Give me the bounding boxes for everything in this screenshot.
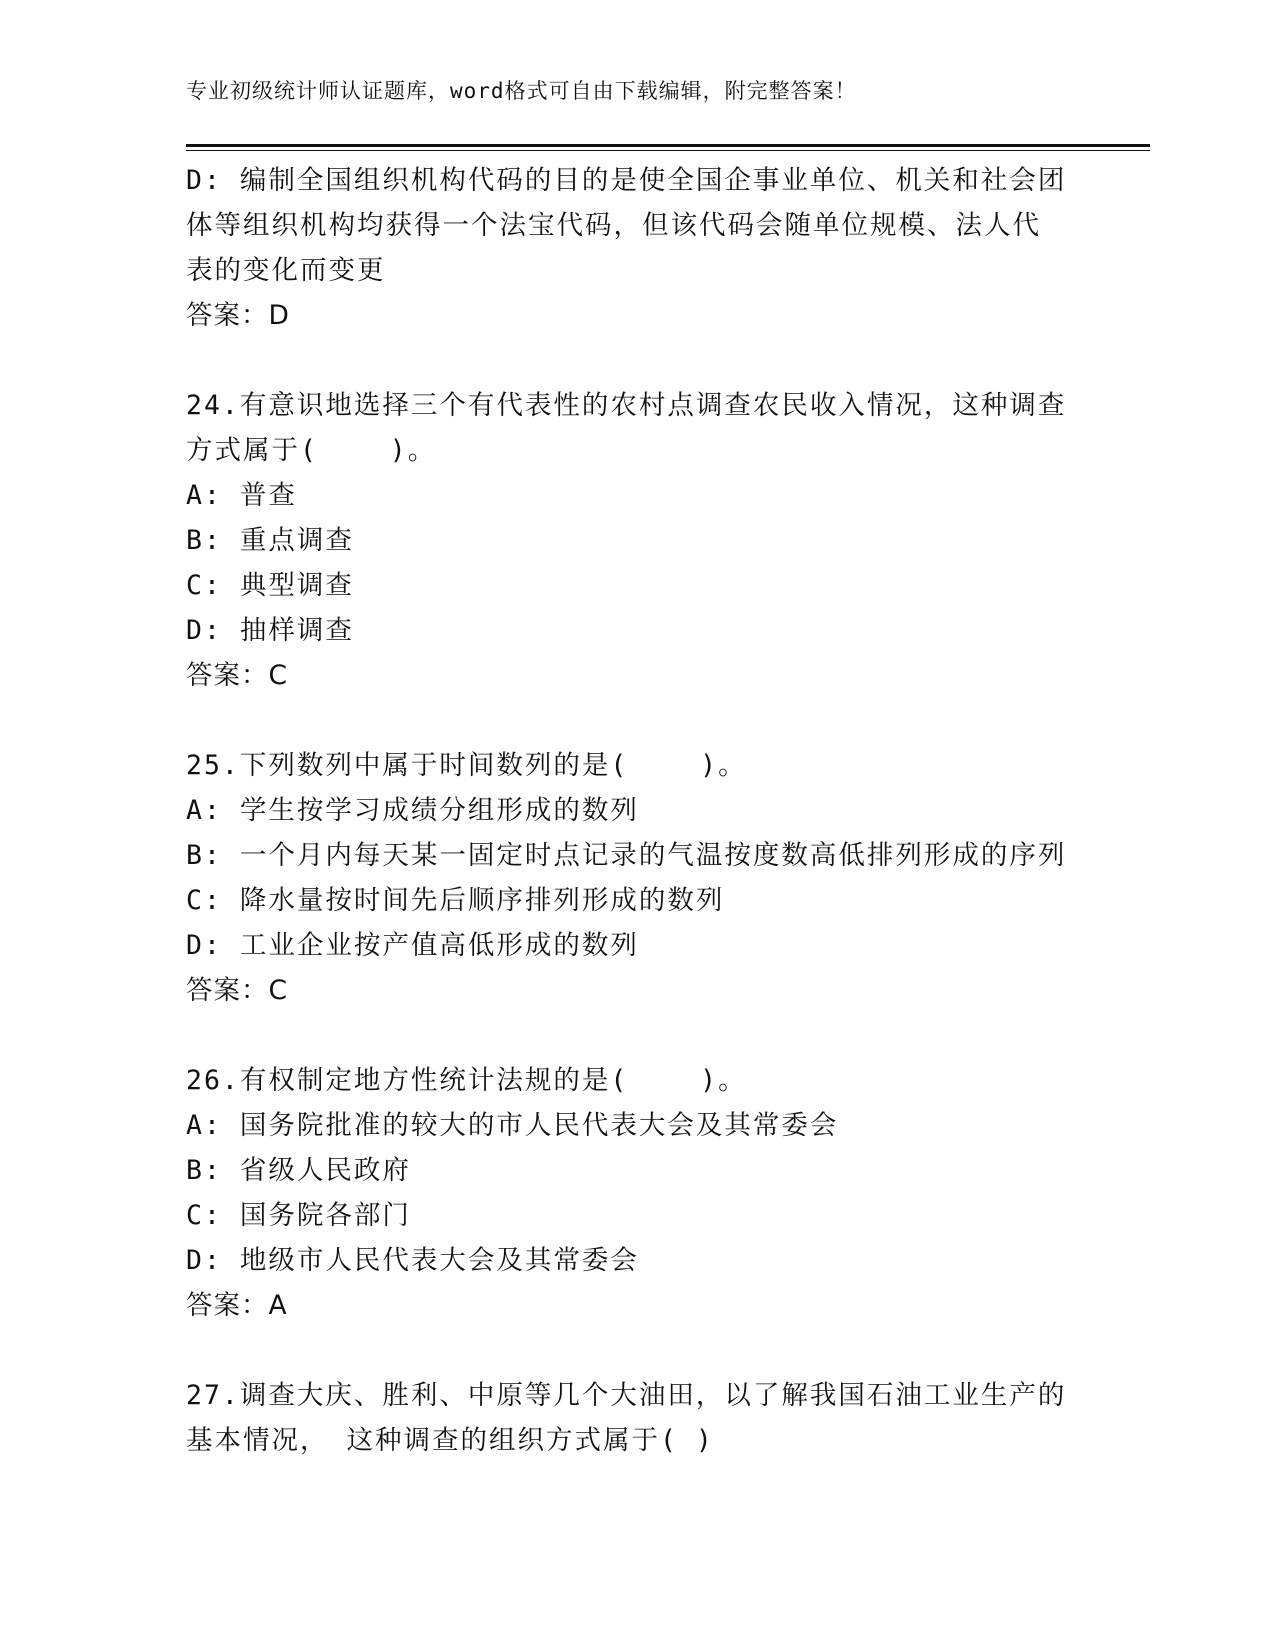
option-line: D: 编制全国组织机构代码的目的是使全国企事业单位、机关和社会团 (186, 165, 1067, 196)
answer-line: 答案：D (186, 300, 290, 331)
question-stem: 方式属于( )。 (186, 435, 437, 466)
header-rule-thick (186, 144, 1150, 147)
option-c: C: 典型调查 (186, 570, 354, 601)
question-stem: 27.调查大庆、胜利、中原等几个大油田，以了解我国石油工业生产的 (186, 1380, 1067, 1411)
option-a: A: 学生按学习成绩分组形成的数列 (186, 795, 639, 826)
answer-line: 答案：C (186, 660, 289, 691)
question-23-continuation (186, 158, 1086, 338)
option-b: B: 省级人民政府 (186, 1155, 411, 1186)
question-24 (186, 383, 1086, 698)
option-d: D: 工业企业按产值高低形成的数列 (186, 930, 639, 961)
spacer (186, 698, 1086, 743)
option-d: D: 地级市人民代表大会及其常委会 (186, 1245, 639, 1276)
question-stem: 26.有权制定地方性统计法规的是( )。 (186, 1065, 747, 1096)
option-b: B: 一个月内每天某一固定时点记录的气温按度数高低排列形成的序列 (186, 840, 1067, 871)
question-content (186, 158, 1086, 1463)
question-stem: 25.下列数列中属于时间数列的是( )。 (186, 750, 747, 781)
option-d: D: 抽样调查 (186, 615, 354, 646)
header-rule-thin (186, 150, 1150, 151)
page-header: 专业初级统计师认证题库，word格式可自由下载编辑，附完整答案！ (186, 79, 857, 103)
spacer (186, 1013, 1086, 1058)
spacer (186, 338, 1086, 383)
question-stem: 24.有意识地选择三个有代表性的农村点调查农民收入情况，这种调查 (186, 390, 1067, 421)
answer-line: 答案：A (186, 1290, 288, 1321)
option-c: C: 国务院各部门 (186, 1200, 411, 1231)
option-line: 表的变化而变更 (186, 255, 386, 286)
question-26 (186, 1058, 1086, 1328)
question-stem: 基本情况， 这种调查的组织方式属于( ) (186, 1425, 714, 1456)
question-27 (186, 1373, 1086, 1463)
option-line: 体等组织机构均获得一个法宝代码，但该代码会随单位规模、法人代 (186, 210, 1041, 241)
option-a: A: 普查 (186, 480, 297, 511)
answer-line: 答案：C (186, 975, 289, 1006)
option-b: B: 重点调查 (186, 525, 354, 556)
option-a: A: 国务院批准的较大的市人民代表大会及其常委会 (186, 1110, 839, 1141)
spacer (186, 1328, 1086, 1373)
option-c: C: 降水量按时间先后顺序排列形成的数列 (186, 885, 725, 916)
question-25 (186, 743, 1086, 1013)
